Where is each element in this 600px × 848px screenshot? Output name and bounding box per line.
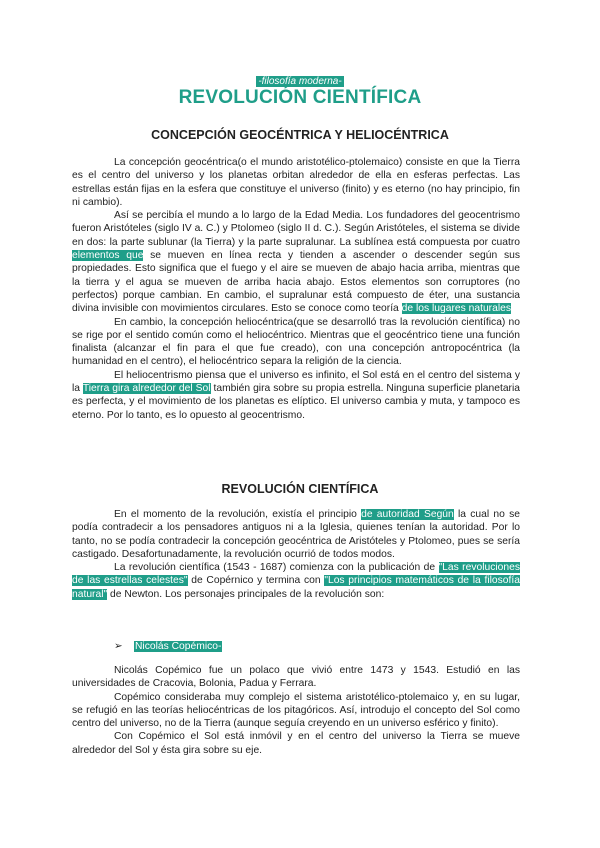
paragraph: La revolución científica (1543 - 1687) comienza con la publicación de "Las revoluciones de las estrellas celestes" de Copérnico y termina con "Los principios matemáticos de la filosofía natural" de Newton. Los personajes principales de la revolución son: (72, 562, 520, 600)
paragraph: Con Copémico el Sol está inmóvil y en el centro del universo la Tierra se mueve alrededor del Sol y ésta gira sobre su eje. (72, 731, 520, 756)
bullet-label: Nicolás Copémico- (135, 641, 222, 652)
arrow-bullet-icon: ➢ (114, 641, 123, 652)
section-heading-geocentric: CONCEPCIÓN GEOCÉNTRICA Y HELIOCÉNTRICA (151, 128, 449, 142)
copernicus-body (72, 664, 520, 757)
bullet-item (72, 640, 520, 653)
paragraph: En el momento de la revolución, existía el principio de autoridad Según la cual no se podía contradecir a los pensadores antiguos ni a la Iglesia, quienes tenían la autoridad. Por lo tanto, no se podía contradecir la concepción geocéntrica de Aristóteles y Ptolomeo, pues se sería castigado. Desafortunadamente, la revolución ocurrió de todos modos. (72, 509, 520, 560)
highlight: de los lugares naturales (401, 303, 512, 315)
highlight: "Los principios matemáticos de la filosofía natural" (72, 575, 520, 600)
kicker-label: -filosofía moderna- (258, 76, 342, 87)
paragraph: El heliocentrismo piensa que el universo es infinito, el Sol está en el centro del sistema y la Tierra gira alrededor del Sol también gira sobre su propia estrella. Ninguna superficie planetaria es perfecta, y el movimiento de los planetas es elíptico. El universo cambia y muta, y tampoco es eterno. Por lo tanto, es lo opuesto al geocentrismo. (72, 369, 520, 421)
paragraph: Así se percibía el mundo a lo largo de la Edad Media. Los fundadores del geocentrismo fueron Aristóteles (siglo IV a. C.) y Ptolomeo (siglo II d. C.). Según Aristóteles, el sistema se divide en dos: la parte sublunar (la Tierra) y la parte supralunar. La sublínea está compuesta por cuatro elementos que se mueven en línea recta y tienden a ascender o descender según sus propiedades. Esto significa que el fuego y el aire se mueven de abajo hacia arriba, mientras que la tierra y el agua se mueven de arriba hacia abajo. Estos elementos son corruptores (no perfectos) porque cambian. En cambio, el supralunar está compuesto de éter, una sustancia divina invisible con movimientos circulares. Esto se conoce como teoría de los lugares naturales (72, 210, 520, 315)
section-revolution-body (72, 508, 520, 601)
paragraph: Nicolás Copémico fue un polaco que vivió entre 1473 y 1543. Estudió en las universidades de Cracovia, Bolonia, Padua y Ferrara. (72, 665, 520, 690)
paragraph: Copémico consideraba muy complejo el sistema aristotélico-ptolemaico y, en su lugar, se refugió en las teorías heliocéntricas de los pitagóricos. Así, introdujo el concepto del Sol como centro del universo, no de la Tierra (aunque seguía creyendo en un universo esférico y finito). (72, 691, 520, 730)
page-title: REVOLUCIÓN CIENTÍFICA (178, 87, 422, 108)
highlight: elementos que (72, 250, 144, 262)
paragraph: En cambio, la concepción heliocéntrica(que se desarrolló tras la revolución científica) no se rige por el sentido común como el heliocéntrico. Mientras que el geocéntrico tiene una función finalista (alcanzar el fin para el que fue creado), con una concepción antropocéntrica (la humanidad en el centro), el heliocéntrico separa la religión de la ciencia. (72, 316, 520, 368)
highlight: Tierra gira alrededor del Sol (82, 383, 211, 395)
highlight: de autoridad Según (361, 509, 454, 520)
paragraph: La concepción geocéntrica(o el mundo aristotélico-ptolemaico) consiste en que la Tierra es el centro del universo y los planetas orbitan alrededor de ella en esferas perfectas. Las estrellas están fijas en la esfera que constituye el universo (finito) y es eterno (no hay principio, fin ni cambio). (72, 157, 520, 208)
section-heading-revolution: REVOLUCIÓN CIENTÍFICA (221, 482, 379, 496)
highlight: "Las revoluciones de las estrellas celestes" (72, 562, 520, 587)
section-geocentric-body (72, 156, 520, 422)
